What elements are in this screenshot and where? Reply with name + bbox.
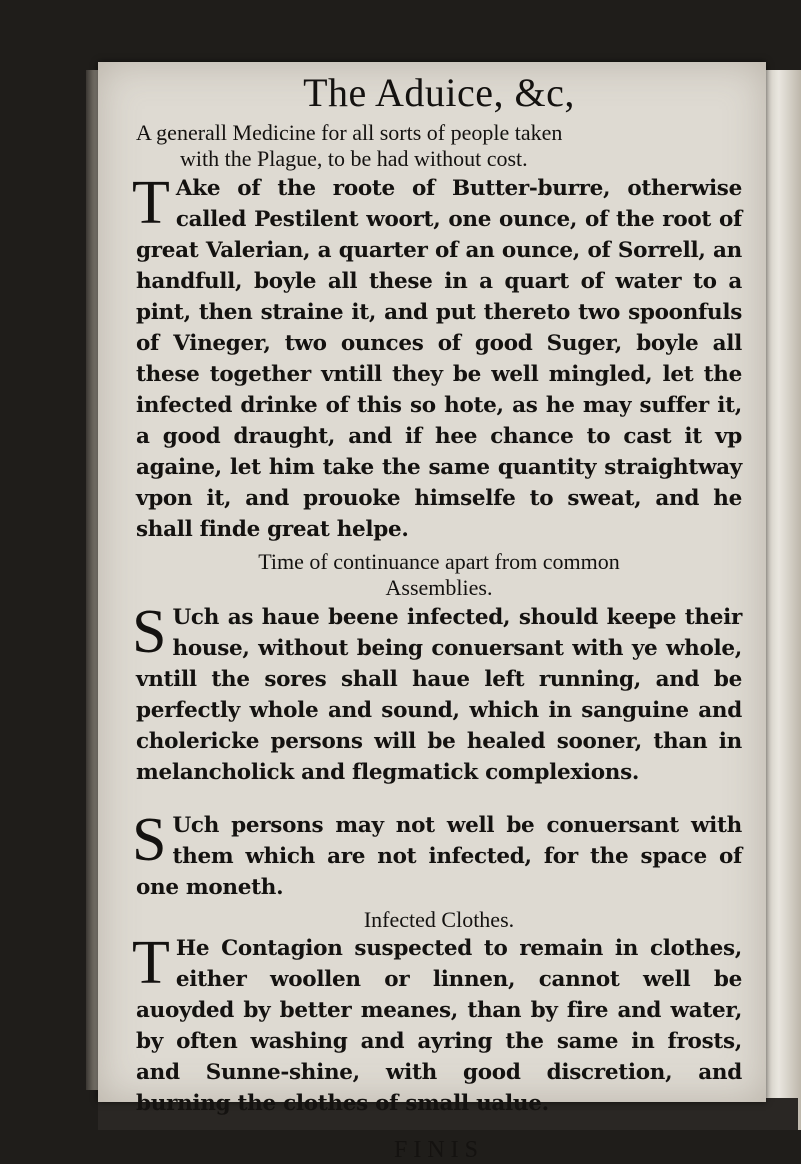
section-heading-medicine: A generall Medicine for all sorts of people taken [136,120,563,145]
paragraph-text: Uch persons may not well be conuersant with them which are not infected, for the space of one moneth. [136,812,742,900]
catchword: FINIS [393,1136,484,1163]
book-page [98,62,766,1163]
running-title: The Aduice, &c, [303,70,575,115]
section-heading-continuance: Time of continuance apart from common [258,548,620,574]
paragraph-text: He Contagion suspected to remain in clothes, either woollen or linnen, cannot well be auoyded by better meanes, than by fire and water, by often washing and ayring the same in frosts, and Sunne-shine, with good discretion, and burning the clothes of small ualue. [136,935,742,1116]
section-heading-medicine-line2: with the Plague, to be had without cost. [180,146,528,172]
drop-cap: S [132,805,167,874]
section-heading-clothes: Infected Clothes. [363,906,515,932]
page-content [132,70,742,1164]
spacer [136,788,742,810]
paragraph-clothes [132,928,742,1119]
paragraph-medicine [132,168,742,545]
page-edge [764,70,801,1130]
drop-cap: T [132,168,170,237]
paragraph-one-month [132,805,742,903]
drop-cap: S [132,597,167,666]
paragraph-text: Ake of the roote of Butter-burre, otherwise called Pestilent woort, one ounce, of the root of great Valerian, a quarter of an ounce, of Sorrell, an handfull, boyle all these in a quart of water to a pint, then straine it, and put thereto two spoonfuls of Vineger, two ounces of good Suger, boyle all these together vntill they be well mingled, let the infected drinke of this so hote, as he may suffer it, a good draught, and if hee chance to cast it vp againe, let him take the same quantity straightway vpon it, and prouoke himselfe to sweat, and he shall finde great helpe. [136,175,742,542]
paragraph-keep-house [132,597,742,788]
paragraph-text: Uch as haue beene infected, should keepe their house, without being conuersant with ye whole, vntill the sores shall haue left running, and be perfectly whole and sound, which in sanguine and cholericke persons will be healed sooner, than in melancholick and flegmatick complexions. [136,604,742,785]
section-heading-continuance-line2: Assemblies. [385,575,493,601]
drop-cap: T [132,928,170,997]
